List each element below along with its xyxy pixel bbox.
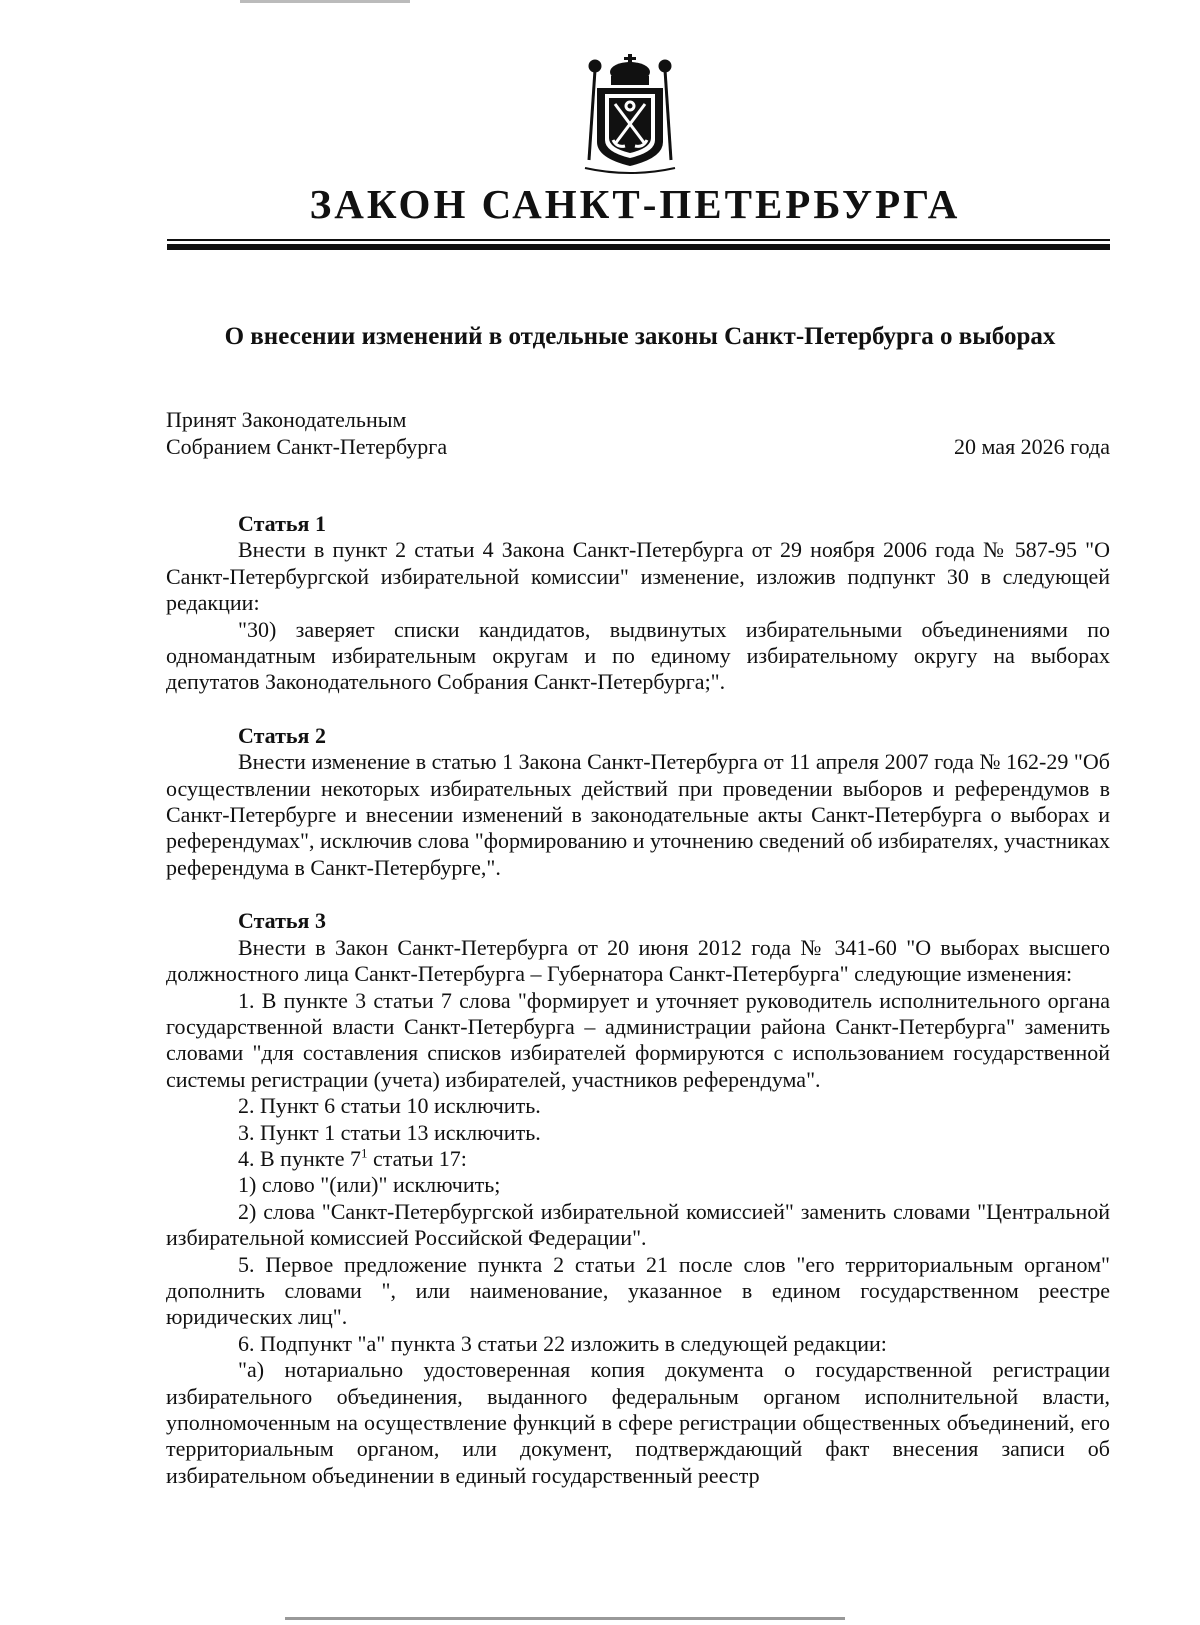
adopted-line-1: Принят Законодательным [166, 407, 407, 432]
law-title: ЗАКОН САНКТ-ПЕТЕРБУРГА [309, 181, 961, 227]
article-3-item-2: 2. Пункт 6 статьи 10 исключить. [238, 1093, 541, 1119]
article-3-item-1: 1. В пункте 3 статьи 7 слова "формирует и уточняет руководитель исполнительного органа государственной власти Санкт-Петербурга – администрации района Санкт-Петербурга" заменить словами "для составления списков избирателей формируются с использованием государственной системы регистрации (учета) избирателей, участников референдума". [166, 987, 1110, 1092]
item-4-text-post: статьи 17: [367, 1145, 467, 1171]
article-2-title: Статья 2 [238, 722, 326, 748]
article-3-intro: Внести в Закон Санкт-Петербурга от 20 июня 2012 года № 341-60 "О выборах высшего должностного лица Санкт-Петербурга – Губернатора Санкт-Петербурга" следующие изменения: [166, 934, 1110, 987]
article-1-quote: "30) заверяет списки кандидатов, выдвинутых избирательными объединениями по одномандатным избирательным округам и по единому избирательному округу на выборах депутатов Законодательного Собрания Санкт-Петербурга;". [166, 616, 1110, 695]
item-4-text-pre: 4. В пункте 7 [238, 1145, 361, 1171]
article-3-title: Статья 3 [238, 908, 326, 934]
title-rule-thin [167, 239, 1110, 241]
adoption-block [166, 406, 447, 460]
law-subject: О внесении изменений в отдельные законы Санкт-Петербурга о выборах [224, 323, 1056, 350]
law-body [166, 511, 1110, 1489]
article-3-item-4-sub-1: 1) слово "(или)" исключить; [238, 1172, 501, 1198]
article-3-item-4-sub-2: 2) слова "Санкт-Петербургской избирательной комиссией" заменить словами "Центральной избирательной комиссией Российской Федерации". [166, 1198, 1110, 1251]
article-3-item-6: 6. Подпункт "а" пункта 3 статьи 22 изложить в следующей редакции: [238, 1330, 887, 1356]
scan-artifact-top [240, 0, 410, 3]
coat-of-arms-icon [575, 50, 685, 175]
spacer [166, 881, 1110, 908]
item-4-superscript: 1 [361, 1145, 368, 1161]
scan-artifact-bottom [285, 1617, 845, 1620]
adoption-date: 20 мая 2026 года [954, 434, 1110, 459]
article-3-item-3: 3. Пункт 1 статьи 13 исключить. [238, 1119, 541, 1145]
article-3-item-5: 5. Первое предложение пункта 2 статьи 21 после слов "его территориальным органом" дополнить словами ", или наименование, указанное в едином государственном реестре юридических лиц". [166, 1251, 1110, 1330]
title-rule-thick [167, 244, 1110, 250]
article-2-paragraph: Внести изменение в статью 1 Закона Санкт-Петербурга от 11 апреля 2007 года № 162-29 "Об осуществлении некоторых избирательных действий при проведении выборов и референдумов в Санкт-Петербурге и внесении изменений в законодательные акты Санкт-Петербурга о выборах и референдумах", исключив слова "формированию и уточнению сведений об избирателях, участниках референдума в Санкт-Петербурге,". [166, 749, 1110, 880]
article-3-item-6-text: "а) нотариально удостоверенная копия документа о государственной регистрации избирательного объединения, выданного федеральным органом исполнительной власти, уполномоченным на осуществление функций в сфере регистрации общественных объединений, его территориальным органом, или документ, подтверждающий факт внесения записи об избирательном объединении в единый государственный реестр [166, 1357, 1110, 1488]
spacer [166, 696, 1110, 723]
article-1-paragraph: Внести в пункт 2 статьи 4 Закона Санкт-Петербурга от 29 ноября 2006 года № 587-95 "О Санкт-Петербургской избирательной комиссии" изменение, изложив подпункт 30 в следующей редакции: [166, 537, 1110, 616]
adopted-line-2: Собранием Санкт-Петербурга [166, 434, 448, 459]
article-3-item-4 [166, 1146, 1110, 1172]
article-1-title: Статья 1 [238, 511, 326, 536]
